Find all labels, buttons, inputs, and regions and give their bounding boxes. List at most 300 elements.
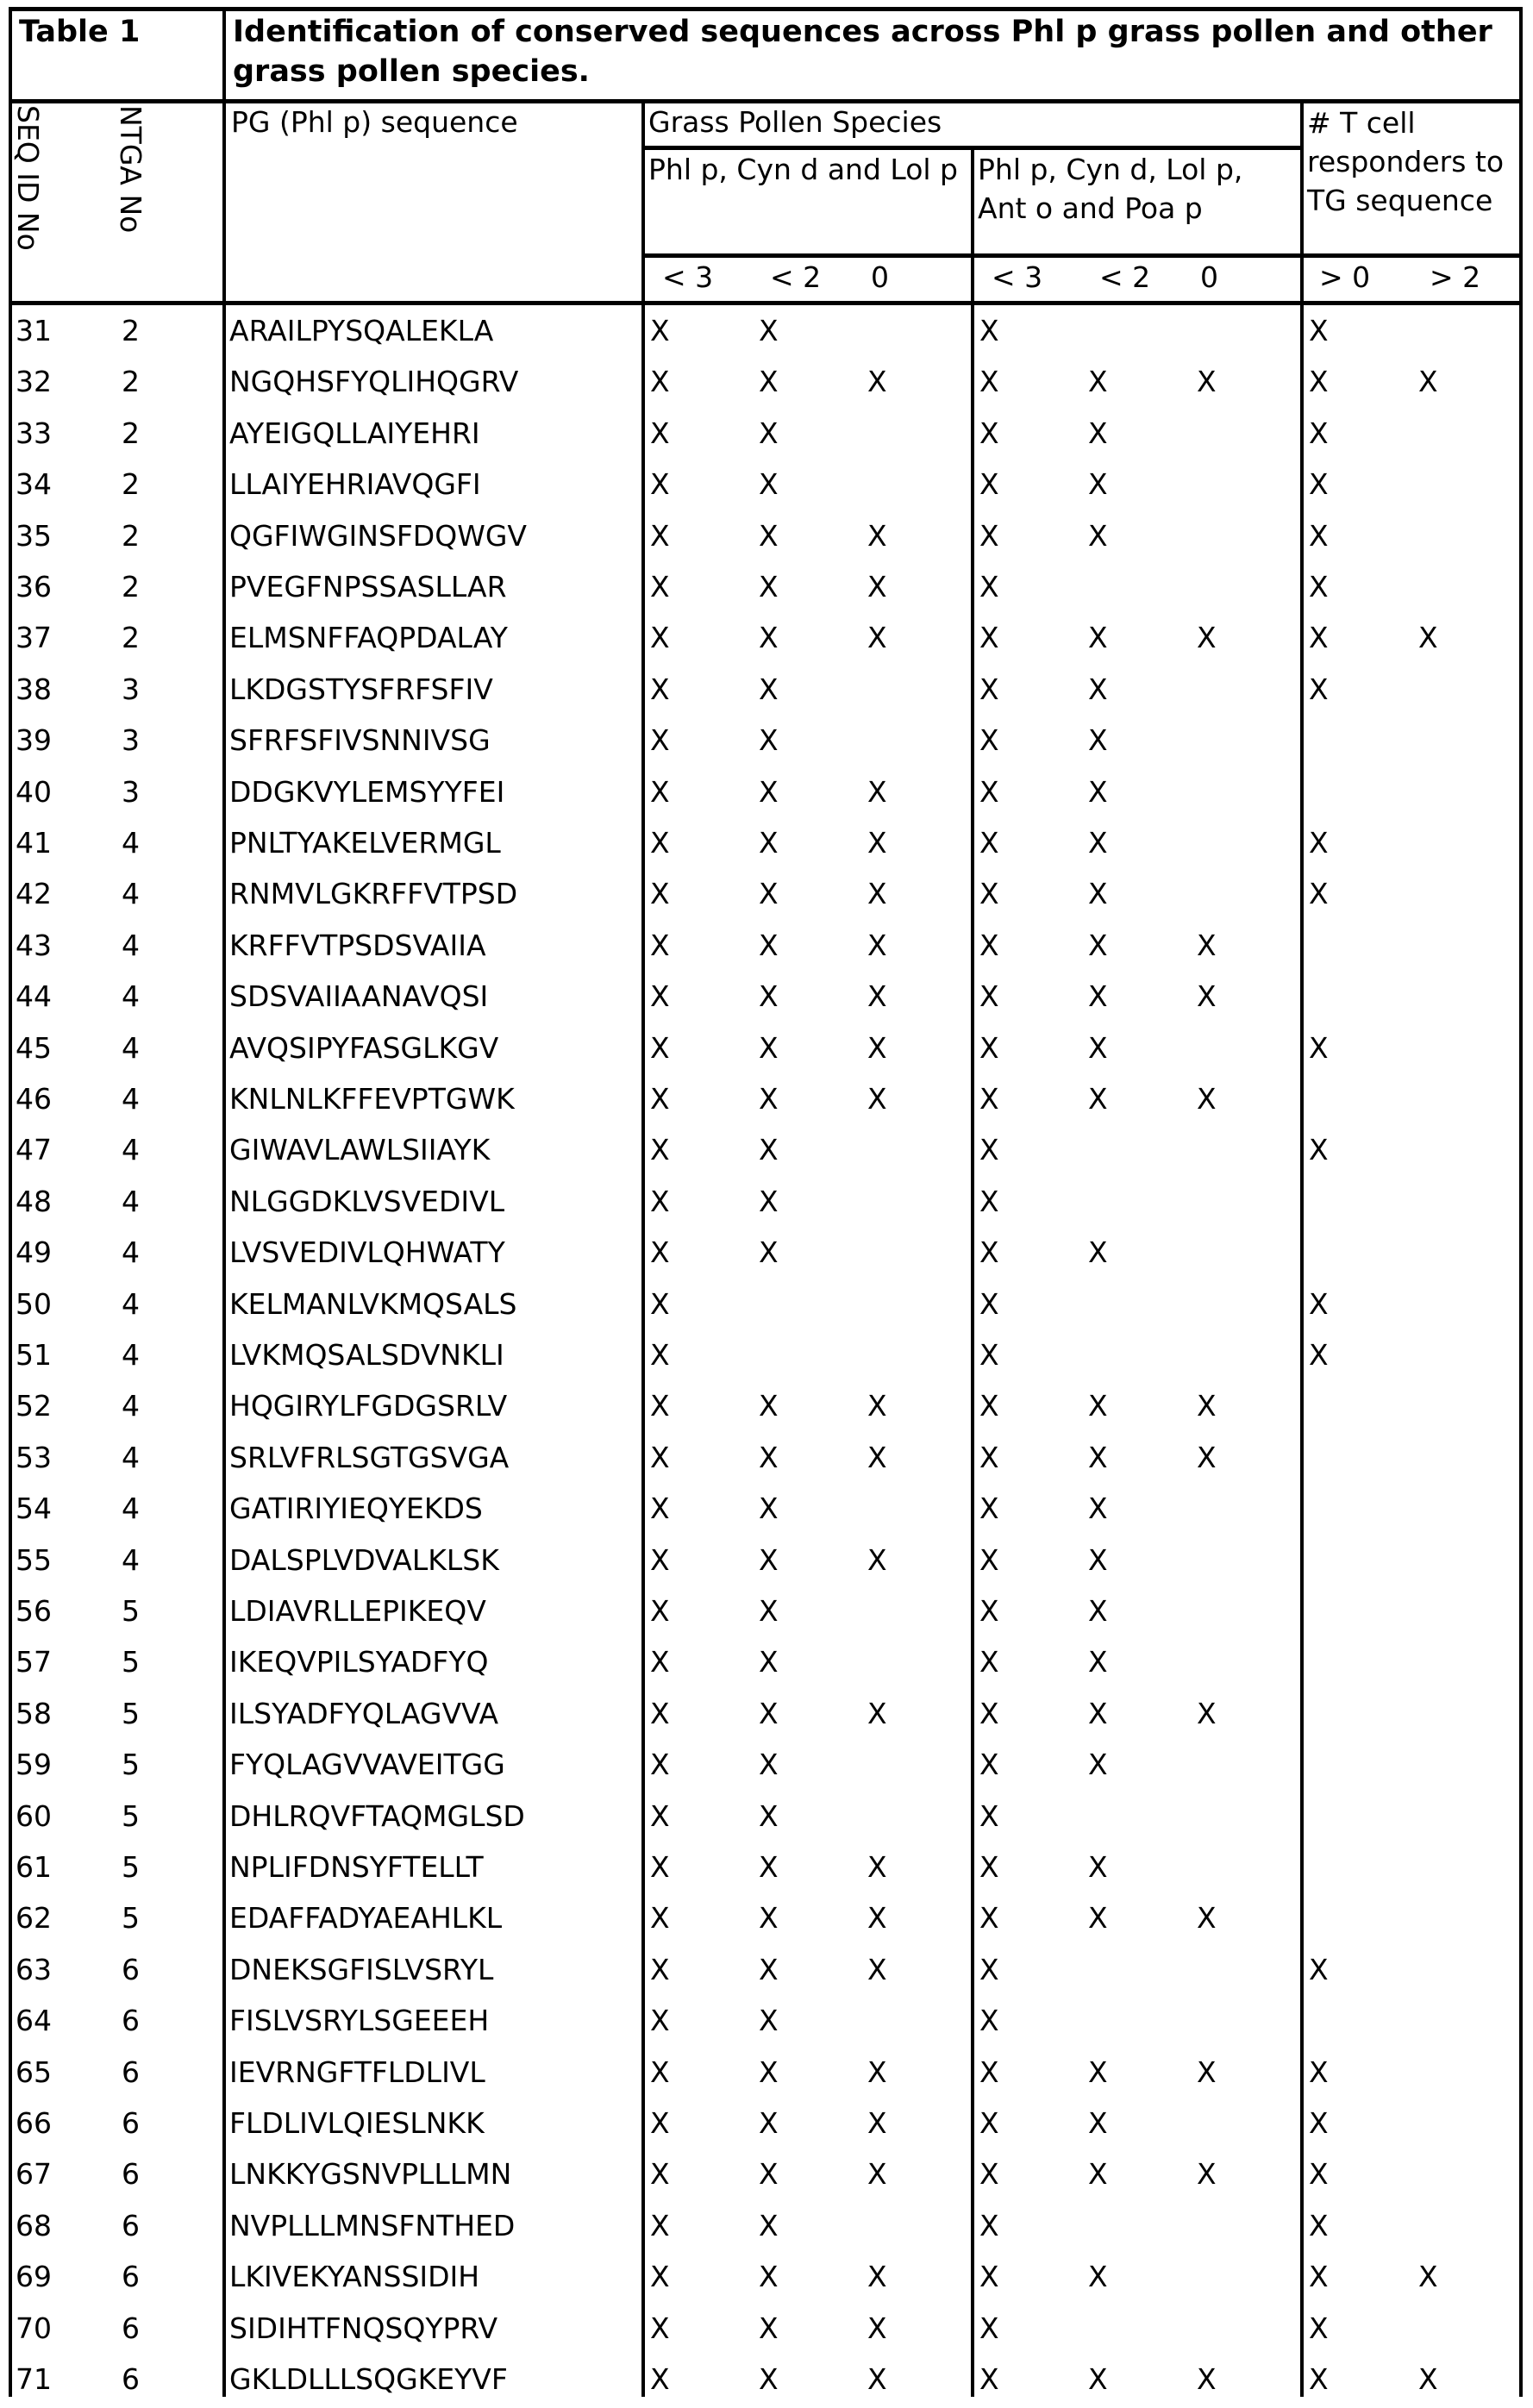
sequence-cell: ELMSNFFAQPDALAY	[229, 621, 508, 655]
seq-id-cell: 43	[16, 928, 52, 962]
seq-id-cell: 70	[16, 2311, 52, 2345]
g1-mark-1: X	[759, 1748, 779, 1782]
sequence-cell: EDAFFADYAEAHLKL	[229, 1901, 503, 1936]
tc-mark-0: X	[1309, 826, 1329, 860]
table-row	[0, 1329, 1533, 1380]
g2-mark-1: X	[1088, 1594, 1108, 1628]
sequence-cell: AVQSIPYFASGLKGV	[229, 1030, 499, 1065]
g2-mark-0: X	[979, 672, 999, 706]
g2-mark-0: X	[979, 2260, 999, 2294]
table-row	[0, 2148, 1533, 2199]
ntga-cell: 6	[122, 1952, 140, 1986]
g1-mark-0: X	[650, 877, 670, 911]
g1-mark-0: X	[650, 1184, 670, 1218]
g2-mark-1: X	[1088, 2157, 1108, 2192]
sequence-cell: IKEQVPILSYADFYQ	[229, 1645, 489, 1679]
g2-mark-1: X	[1088, 467, 1108, 502]
g2-mark-1: X	[1088, 365, 1108, 399]
seq-id-cell: 44	[16, 979, 52, 1014]
tc-mark-0: X	[1309, 877, 1329, 911]
seq-id-cell: 58	[16, 1696, 52, 1730]
ntga-cell: 6	[122, 2362, 140, 2396]
seq-id-cell: 59	[16, 1748, 52, 1782]
seq-id-cell: 39	[16, 723, 52, 758]
table-row	[0, 920, 1533, 971]
table-row	[0, 1995, 1533, 2046]
ntga-cell: 4	[122, 1235, 140, 1270]
g1-mark-1: X	[759, 1492, 779, 1526]
g2-mark-2: X	[1197, 979, 1217, 1014]
g2-mark-0: X	[979, 2362, 999, 2396]
ntga-cell: 4	[122, 979, 140, 1014]
ntga-cell: 6	[122, 2106, 140, 2140]
ntga-cell: 2	[122, 314, 140, 347]
seq-id-cell: 50	[16, 1286, 52, 1321]
g1-mark-1: X	[759, 723, 779, 758]
sequence-cell: PVEGFNPSSASLLAR	[229, 570, 507, 604]
ntga-cell: 4	[122, 877, 140, 911]
g1-mark-1: X	[759, 979, 779, 1014]
sequence-cell: GATIRIYIEQYEKDS	[229, 1492, 483, 1526]
table-row	[0, 2251, 1533, 2302]
table-row	[0, 1944, 1533, 1995]
g1-mark-1: X	[759, 2208, 779, 2242]
g1-mark-1: X	[759, 365, 779, 399]
table-row	[0, 1688, 1533, 1739]
g1-mark-2: X	[867, 1901, 887, 1936]
sequence-cell: IEVRNGFTFLDLIVL	[229, 2055, 485, 2089]
g2-mark-0: X	[979, 1286, 999, 1321]
g1-mark-2: X	[867, 877, 887, 911]
tc-mark-0: X	[1309, 1338, 1329, 1372]
g2-mark-1: X	[1088, 1901, 1108, 1936]
g2-mark-0: X	[979, 723, 999, 758]
g1-mark-2: X	[867, 1030, 887, 1065]
g2-mark-0: X	[979, 2004, 999, 2038]
sequence-cell: ILSYADFYQLAGVVA	[229, 1696, 499, 1730]
g2-mark-0: X	[979, 1645, 999, 1679]
sequence-cell: GKLDLLLSQGKEYVF	[229, 2362, 508, 2396]
g2-mark-0: X	[979, 1850, 999, 1884]
ntga-cell: 5	[122, 1798, 140, 1833]
ntga-cell: 2	[122, 467, 140, 502]
sequence-cell: AYEIGQLLAIYEHRI	[229, 416, 480, 450]
g2-mark-0: X	[979, 1184, 999, 1218]
sequence-cell: SRLVFRLSGTGSVGA	[229, 1440, 510, 1474]
seq-id-cell: 62	[16, 1901, 52, 1936]
g1-mark-1: X	[759, 877, 779, 911]
g2-mark-1: X	[1088, 2055, 1108, 2089]
g1-mark-1: X	[759, 1542, 779, 1577]
g2-mark-2: X	[1197, 1440, 1217, 1474]
table-row	[0, 1483, 1533, 1534]
g2-mark-1: X	[1088, 723, 1108, 758]
table-top-border	[9, 7, 1523, 11]
g1-mark-1: X	[759, 1952, 779, 1986]
g1-mark-0: X	[650, 1440, 670, 1474]
g1-mark-2: X	[867, 1542, 887, 1577]
g2-mark-1: X	[1088, 416, 1108, 450]
g2-mark-0: X	[979, 365, 999, 399]
seq-id-cell: 57	[16, 1645, 52, 1679]
g2-mark-2: X	[1197, 928, 1217, 962]
sequence-cell: NLGGDKLVSVEDIVL	[229, 1184, 505, 1218]
seq-id-cell: 49	[16, 1235, 52, 1270]
table-row	[0, 1124, 1533, 1175]
g1-mark-2: X	[867, 1952, 887, 1986]
g1-mark-0: X	[650, 1696, 670, 1730]
g2-mark-0: X	[979, 2311, 999, 2345]
table-row	[0, 1791, 1533, 1842]
sequence-cell: LDIAVRLLEPIKEQV	[229, 1594, 486, 1628]
sequence-cell: KRFFVTPSDSVAIIA	[229, 928, 486, 962]
table-row	[0, 2047, 1533, 2098]
g1-mark-0: X	[650, 314, 670, 347]
ntga-cell: 3	[122, 774, 140, 809]
g1-mark-0: X	[650, 2055, 670, 2089]
g1-mark-0: X	[650, 1389, 670, 1423]
seq-id-cell: 46	[16, 1082, 52, 1116]
table-row	[0, 1892, 1533, 1943]
g2-mark-2: X	[1197, 2157, 1217, 2192]
g2-mark-0: X	[979, 1901, 999, 1936]
header-group1: Phl p, Cyn d and Lol p	[648, 153, 958, 186]
g2-mark-1: X	[1088, 1850, 1108, 1884]
seq-id-cell: 63	[16, 1952, 52, 1986]
table-row	[0, 868, 1533, 919]
g2-mark-0: X	[979, 2208, 999, 2242]
g1-mark-2: X	[867, 1850, 887, 1884]
ntga-cell: 4	[122, 1440, 140, 1474]
g1-mark-1: X	[759, 518, 779, 553]
ntga-cell: 3	[122, 672, 140, 706]
g1-mark-2: X	[867, 621, 887, 655]
g1-mark-1: X	[759, 928, 779, 962]
table-row	[0, 356, 1533, 407]
tc-mark-0: X	[1309, 1133, 1329, 1167]
g1-threshold-lt3: < 3	[662, 260, 714, 294]
seq-id-cell: 68	[16, 2208, 52, 2242]
ntga-cell: 4	[122, 1184, 140, 1218]
g2-mark-0: X	[979, 928, 999, 962]
sequence-cell: LVSVEDIVLQHWATY	[229, 1235, 505, 1270]
tc-mark-0: X	[1309, 314, 1329, 347]
g2-mark-0: X	[979, 1798, 999, 1833]
ntga-cell: 2	[122, 518, 140, 553]
g2-mark-0: X	[979, 877, 999, 911]
table-row	[0, 817, 1533, 868]
g1-mark-1: X	[759, 672, 779, 706]
g1-mark-0: X	[650, 1798, 670, 1833]
g1-mark-1: X	[759, 314, 779, 347]
ntga-cell: 4	[122, 1286, 140, 1321]
sequence-cell: SFRFSFIVSNNIVSG	[229, 723, 491, 758]
ntga-cell: 4	[122, 1492, 140, 1526]
sequence-cell: LKIVEKYANSSIDIH	[229, 2260, 480, 2294]
g2-mark-0: X	[979, 1030, 999, 1065]
g2-mark-0: X	[979, 1389, 999, 1423]
tc-mark-1: X	[1418, 621, 1438, 655]
tcell-threshold-gt0: > 0	[1319, 260, 1371, 294]
g1-mark-0: X	[650, 1594, 670, 1628]
tc-mark-1: X	[1418, 365, 1438, 399]
tc-mark-0: X	[1309, 2362, 1329, 2396]
seq-id-cell: 55	[16, 1542, 52, 1577]
ntga-cell: 4	[122, 1030, 140, 1065]
g2-mark-0: X	[979, 416, 999, 450]
g1-mark-1: X	[759, 2311, 779, 2345]
seq-id-cell: 45	[16, 1030, 52, 1065]
g1-mark-1: X	[759, 2362, 779, 2396]
g1-mark-0: X	[650, 672, 670, 706]
ntga-cell: 5	[122, 1645, 140, 1679]
g1-mark-0: X	[650, 1286, 670, 1321]
seq-id-cell: 71	[16, 2362, 52, 2396]
g1-mark-0: X	[650, 518, 670, 553]
g1-mark-1: X	[759, 2004, 779, 2038]
sequence-cell: DDGKVYLEMSYYFEI	[229, 774, 505, 809]
g2-mark-0: X	[979, 621, 999, 655]
ntga-cell: 4	[122, 1133, 140, 1167]
seq-id-cell: 42	[16, 877, 52, 911]
g1-mark-2: X	[867, 2311, 887, 2345]
seq-id-cell: 61	[16, 1850, 52, 1884]
tc-mark-0: X	[1309, 2106, 1329, 2140]
table-row	[0, 1380, 1533, 1431]
g2-mark-1: X	[1088, 1748, 1108, 1782]
g1-mark-0: X	[650, 1850, 670, 1884]
g2-mark-1: X	[1088, 1030, 1108, 1065]
sequence-cell: LVKMQSALSDVNKLI	[229, 1338, 504, 1372]
seq-id-cell: 34	[16, 467, 52, 502]
table-title: Identification of conserved sequences across Phl p grass pollen and other grass pollen species.	[233, 15, 1492, 89]
table-row	[0, 2200, 1533, 2251]
g1-mark-1: X	[759, 774, 779, 809]
seq-id-cell: 69	[16, 2260, 52, 2294]
sequence-cell: KNLNLKFFEVPTGWK	[229, 1082, 515, 1116]
g1-mark-0: X	[650, 2260, 670, 2294]
tc-mark-0: X	[1309, 365, 1329, 399]
seq-id-cell: 60	[16, 1798, 52, 1833]
g2-mark-1: X	[1088, 1235, 1108, 1270]
sequence-cell: DHLRQVFTAQMGLSD	[229, 1798, 525, 1833]
g2-mark-0: X	[979, 1338, 999, 1372]
table-row	[0, 1739, 1533, 1790]
ntga-cell: 2	[122, 570, 140, 604]
tc-mark-0: X	[1309, 621, 1329, 655]
g1-mark-0: X	[650, 979, 670, 1014]
g2-mark-0: X	[979, 1542, 999, 1577]
ntga-cell: 6	[122, 2055, 140, 2089]
g1-mark-0: X	[650, 928, 670, 962]
g2-mark-1: X	[1088, 2362, 1108, 2396]
ntga-cell: 2	[122, 416, 140, 450]
g2-mark-2: X	[1197, 2055, 1217, 2089]
g2-mark-0: X	[979, 467, 999, 502]
seq-id-cell: 40	[16, 774, 52, 809]
g1-mark-2: X	[867, 2106, 887, 2140]
g2-mark-2: X	[1197, 365, 1217, 399]
seq-id-cell: 64	[16, 2004, 52, 2038]
ntga-cell: 4	[122, 1389, 140, 1423]
ntga-cell: 5	[122, 1901, 140, 1936]
tc-mark-0: X	[1309, 1286, 1329, 1321]
table-row	[0, 561, 1533, 612]
g2-mark-1: X	[1088, 2260, 1108, 2294]
g1-mark-1: X	[759, 621, 779, 655]
table-row	[0, 971, 1533, 1022]
tc-mark-0: X	[1309, 2208, 1329, 2242]
g1-mark-1: X	[759, 2055, 779, 2089]
g1-mark-2: X	[867, 774, 887, 809]
header-tcell: # T cell responders to TG sequence	[1307, 106, 1505, 217]
g2-mark-0: X	[979, 314, 999, 347]
sequence-cell: NVPLLLMNSFNTHED	[229, 2208, 516, 2242]
ntga-cell: 5	[122, 1850, 140, 1884]
sequence-cell: FYQLAGVVAVEITGG	[229, 1748, 505, 1782]
g1-mark-1: X	[759, 416, 779, 450]
sequence-cell: DNEKSGFISLVSRYL	[229, 1952, 494, 1986]
g2-mark-1: X	[1088, 774, 1108, 809]
seq-id-cell: 31	[16, 314, 52, 347]
header-sequence: PG (Phl p) sequence	[231, 105, 518, 139]
seq-id-cell: 54	[16, 1492, 52, 1526]
table-row	[0, 715, 1533, 766]
g1-mark-0: X	[650, 2362, 670, 2396]
g1-mark-0: X	[650, 1645, 670, 1679]
g2-mark-1: X	[1088, 1389, 1108, 1423]
g2-mark-1: X	[1088, 1542, 1108, 1577]
g2-mark-1: X	[1088, 2106, 1108, 2140]
g1-mark-1: X	[759, 1850, 779, 1884]
seq-id-cell: 48	[16, 1184, 52, 1218]
ntga-cell: 5	[122, 1748, 140, 1782]
g2-mark-0: X	[979, 1133, 999, 1167]
sequence-cell: KELMANLVKMQSALS	[229, 1286, 517, 1321]
table-row	[0, 1432, 1533, 1483]
g1-mark-1: X	[759, 2260, 779, 2294]
g1-mark-0: X	[650, 723, 670, 758]
sequence-cell: SIDIHTFNQSQYPRV	[229, 2311, 498, 2345]
g1-mark-2: X	[867, 2260, 887, 2294]
table-row	[0, 305, 1533, 356]
seq-id-cell: 37	[16, 621, 52, 655]
g1-mark-1: X	[759, 1696, 779, 1730]
ntga-cell: 4	[122, 1542, 140, 1577]
g2-mark-1: X	[1088, 1492, 1108, 1526]
g2-mark-1: X	[1088, 621, 1108, 655]
tc-mark-0: X	[1309, 518, 1329, 553]
header-grass-pollen-species: Grass Pollen Species	[648, 105, 942, 139]
g1-mark-2: X	[867, 365, 887, 399]
ntga-cell: 6	[122, 2311, 140, 2345]
g1-mark-1: X	[759, 1082, 779, 1116]
g2-mark-2: X	[1197, 2362, 1217, 2396]
seq-id-cell: 35	[16, 518, 52, 553]
seq-id-cell: 53	[16, 1440, 52, 1474]
g1-mark-1: X	[759, 1901, 779, 1936]
table-row	[0, 459, 1533, 510]
table-label: Table 1	[19, 15, 141, 49]
sequence-cell: LNKKYGSNVPLLLMN	[229, 2157, 512, 2192]
g2-mark-0: X	[979, 1492, 999, 1526]
sequence-cell: DALSPLVDVALKLSK	[229, 1542, 499, 1577]
g2-mark-2: X	[1197, 621, 1217, 655]
g2-threshold-lt2: < 2	[1099, 260, 1151, 294]
g1-mark-0: X	[650, 2004, 670, 2038]
tc-mark-0: X	[1309, 1952, 1329, 1986]
tc-mark-0: X	[1309, 672, 1329, 706]
seq-id-cell: 36	[16, 570, 52, 604]
sequence-cell: FISLVSRYLSGEEEH	[229, 2004, 490, 2038]
g1-mark-1: X	[759, 1235, 779, 1270]
sequence-cell: RNMVLGKRFFVTPSD	[229, 877, 518, 911]
g1-mark-0: X	[650, 1542, 670, 1577]
ntga-cell: 6	[122, 2260, 140, 2294]
table-row	[0, 510, 1533, 561]
sequence-cell: NPLIFDNSYFTELLT	[229, 1850, 484, 1884]
tc-mark-0: X	[1309, 1030, 1329, 1065]
ntga-cell: 4	[122, 826, 140, 860]
table-row	[0, 1279, 1533, 1329]
ntga-cell: 6	[122, 2208, 140, 2242]
g2-mark-0: X	[979, 1082, 999, 1116]
g1-mark-2: X	[867, 1696, 887, 1730]
g1-mark-0: X	[650, 2157, 670, 2192]
ntga-cell: 5	[122, 1696, 140, 1730]
ntga-cell: 4	[122, 1338, 140, 1372]
sequence-cell: LLAIYEHRIAVQGFI	[229, 467, 481, 502]
tc-mark-0: X	[1309, 2055, 1329, 2089]
g2-mark-1: X	[1088, 1082, 1108, 1116]
table-row	[0, 2354, 1533, 2405]
g1-mark-1: X	[759, 1594, 779, 1628]
g2-mark-0: X	[979, 570, 999, 604]
g1-mark-1: X	[759, 467, 779, 502]
table-row	[0, 664, 1533, 715]
g1-mark-0: X	[650, 570, 670, 604]
table-row	[0, 1636, 1533, 1687]
g2-mark-0: X	[979, 2106, 999, 2140]
header-group2: Phl p, Cyn d, Lol p, Ant o and Poa p	[978, 153, 1243, 225]
g2-mark-2: X	[1197, 1082, 1217, 1116]
seq-id-cell: 33	[16, 416, 52, 450]
g1-mark-2: X	[867, 1440, 887, 1474]
g2-mark-2: X	[1197, 1901, 1217, 1936]
g2-mark-0: X	[979, 1594, 999, 1628]
g1-mark-0: X	[650, 1030, 670, 1065]
sequence-cell: PNLTYAKELVERMGL	[229, 826, 501, 860]
g2-mark-0: X	[979, 826, 999, 860]
g1-mark-2: X	[867, 2362, 887, 2396]
ntga-cell: 4	[122, 928, 140, 962]
g2-mark-0: X	[979, 2055, 999, 2089]
seq-id-cell: 32	[16, 365, 52, 399]
g2-threshold-0: 0	[1200, 260, 1218, 294]
g2-mark-1: X	[1088, 979, 1108, 1014]
sequence-cell: HQGIRYLFGDGSRLV	[229, 1389, 508, 1423]
g1-threshold-0: 0	[871, 260, 889, 294]
g2-mark-0: X	[979, 1235, 999, 1270]
g1-mark-1: X	[759, 570, 779, 604]
table-row	[0, 1176, 1533, 1227]
g1-mark-0: X	[650, 1082, 670, 1116]
g1-mark-0: X	[650, 416, 670, 450]
header-ntga: NTGA No	[114, 105, 147, 234]
table-row	[0, 1227, 1533, 1278]
sequence-cell: LKDGSTYSFRFSFIV	[229, 672, 493, 706]
g2-mark-1: X	[1088, 1696, 1108, 1730]
